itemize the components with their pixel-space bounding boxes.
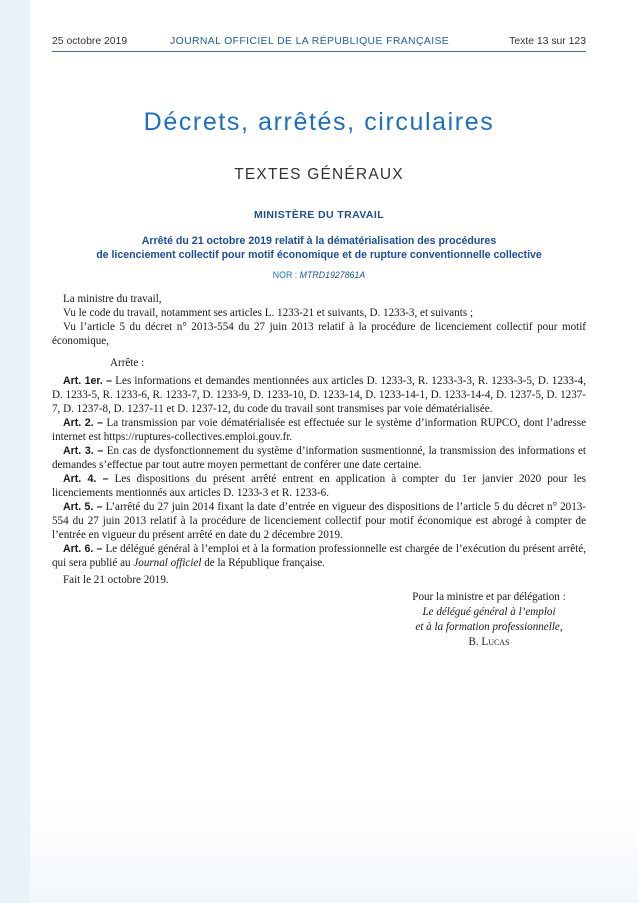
article-6-journal-officiel: Journal officiel <box>133 557 202 569</box>
header-rule <box>52 51 586 52</box>
article-6-text-after: de la République française. <box>201 557 325 569</box>
article-4 <box>52 472 586 500</box>
section-title: Décrets, arrêtés, circulaires <box>143 108 495 136</box>
header-text-number: Texte 13 sur 123 <box>509 36 586 47</box>
article-4-text: Les dispositions du présent arrêté entrent en application à compter du 1er janvier 2020 pour les licenciements mentionnés aux articles D. 1233-3 et R. 1233-6. <box>52 473 586 499</box>
article-2 <box>52 416 586 444</box>
article-3-number: Art. 3. – <box>63 445 104 457</box>
arrete-label: Arrête : <box>110 357 145 369</box>
article-1-number: Art. 1er. – <box>63 375 113 387</box>
nor-code: MTRD1927861A <box>299 270 366 280</box>
signature-title-line-1: Le délégué général à l’emploi <box>422 606 556 618</box>
decree-title-line-2: de licenciement collectif pour motif économique et de rupture conventionnelle collective <box>96 249 542 261</box>
article-3-text: En cas de dysfonctionnement du système d’information susmentionné, la transmission des informations et demandes s’effectue par tout autre moyen permettant de conférer une date certaine. <box>52 445 587 471</box>
subsection-title: TEXTES GÉNÉRAUX <box>234 166 404 183</box>
preamble-minister: La ministre du travail, <box>63 293 162 305</box>
header-journal-title: JOURNAL OFFICIEL DE LA RÉPUBLIQUE FRANÇAISE <box>170 36 450 47</box>
article-5-number: Art. 5. – <box>63 501 103 513</box>
article-6 <box>52 542 586 570</box>
article-1 <box>52 374 586 416</box>
nor-reference <box>52 270 586 280</box>
preamble-visa-code: Vu le code du travail, notamment ses articles L. 1233-21 et suivants, D. 1233-3, et suivants ; <box>63 307 474 319</box>
nor-label: NOR : <box>272 270 300 280</box>
article-5 <box>52 500 586 542</box>
article-6-text-before: Le délégué général à l’emploi et à la formation professionnelle est chargée de l’exécution du présent arrêté, qui sera publié au <box>52 543 586 569</box>
article-2-text: La transmission par voie dématérialisée est effectuée sur le système d’information RUPCO, dont l’adresse internet est https://ruptures-collectives.emploi.gouv.fr. <box>52 417 586 443</box>
decree-title-line-1: Arrêté du 21 octobre 2019 relatif à la dématérialisation des procédures <box>141 235 497 247</box>
page-header <box>52 36 586 50</box>
decree-title <box>52 234 586 262</box>
signature-block <box>392 590 586 650</box>
left-margin-band <box>0 0 30 903</box>
signatory-initial: B. L <box>468 636 489 648</box>
signature-delegation: Pour la ministre et par délégation : <box>412 591 566 603</box>
header-date: 25 octobre 2019 <box>52 36 128 47</box>
article-6-number: Art. 6. – <box>63 543 103 555</box>
article-1-text: Les informations et demandes mentionnées aux articles D. 1233-3, R. 1233-3-3, R. 1233-3-5, D. 1233-4, D. 1233-5, R. 1233-6, R. 1233-7, D. 1233-9, D. 1233-10, D. 1233-14, D. 1233-14-1, D. 1233-14-4, D. 1237-5, D. 1237-7, D. 1237-8, D. 1237-11 et D. 1237-12, du code du travail sont transmises par voie dématérialisée. <box>52 375 586 415</box>
signatory-surname: ucas <box>488 636 510 648</box>
signature-date: Fait le 21 octobre 2019. <box>63 574 169 586</box>
decree-body <box>52 292 586 587</box>
preamble-visa-decret: Vu l’article 5 du décret n° 2013-554 du 27 juin 2013 relatif à la procédure de licenciement collectif pour motif économique, <box>52 321 586 347</box>
signatory-name <box>392 635 586 650</box>
signature-title-line-2: et à la formation professionnelle, <box>415 621 563 633</box>
ministry-name: MINISTÈRE DU TRAVAIL <box>253 209 385 221</box>
article-3 <box>52 444 586 472</box>
article-4-number: Art. 4. – <box>63 473 109 485</box>
article-5-text: L’arrêté du 27 juin 2014 fixant la date d’entrée en vigueur des dispositions de l’article 5 du décret n° 2013-554 du 27 juin 2013 relatif à la procédure de licenciement collectif pour motif économique est abrogé à compter de l’entrée en vigueur du présent arrêté en date du 2 décembre 2019. <box>52 501 586 541</box>
article-2-number: Art. 2. – <box>63 417 104 429</box>
document-page <box>52 0 586 903</box>
